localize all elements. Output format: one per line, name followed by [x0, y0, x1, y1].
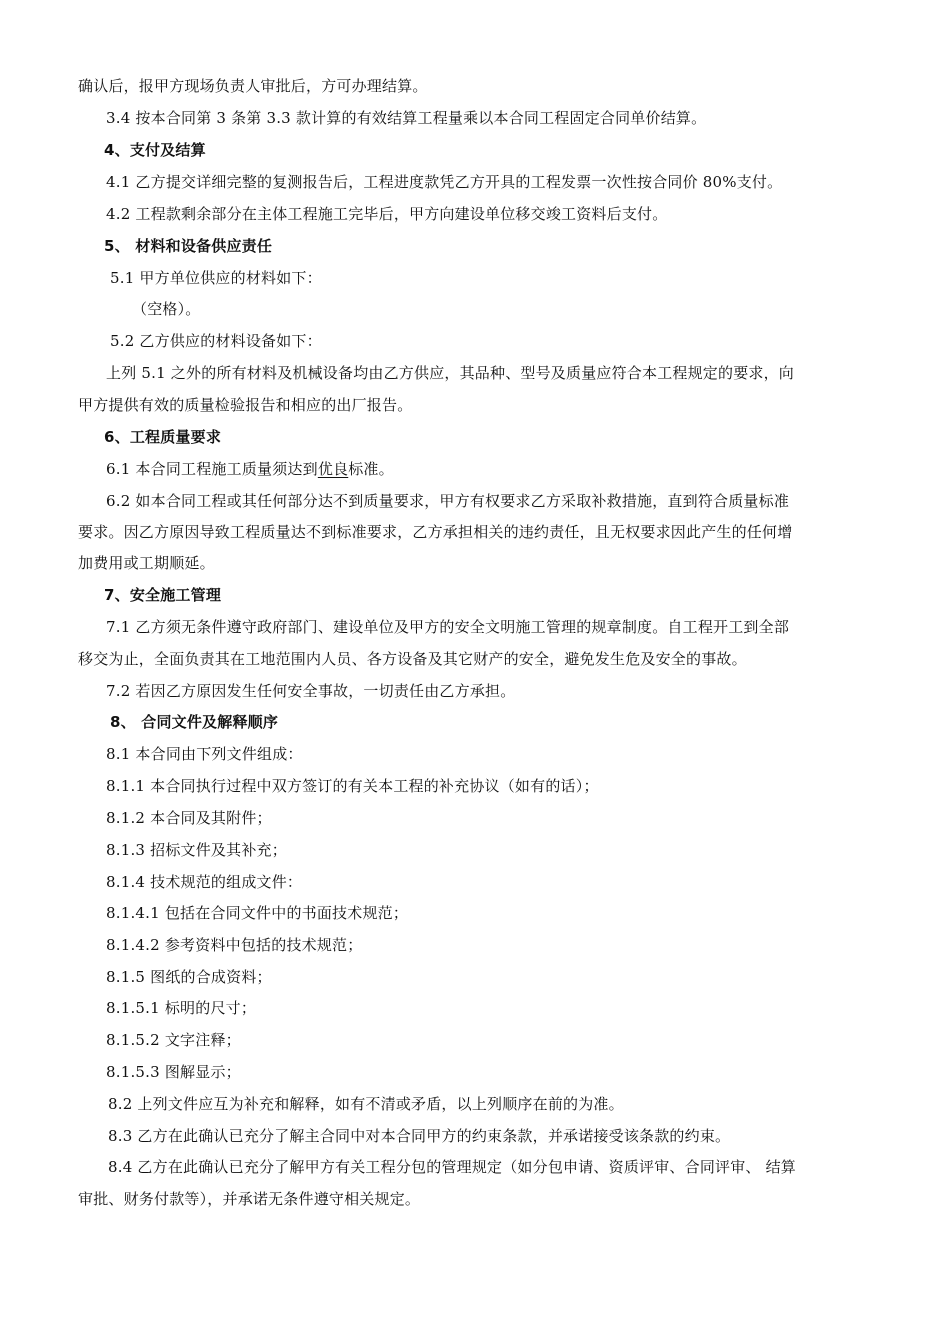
- clause-8-2: 8.2 上列文件应互为补充和解释，如有不清或矛盾，以上列顺序在前的为准。: [108, 1095, 624, 1113]
- paragraph-line: 确认后，报甲方现场负责人审批后，方可办理结算。: [78, 77, 428, 95]
- clause-6-1-tail: 标准。: [348, 460, 394, 478]
- paragraph-line: 上列 5.1 之外的所有材料及机械设备均由乙方供应，其品种、型号及质量应符合本工程规定的要求，向: [106, 364, 794, 382]
- clause-8-1-4: 8.1.4 技术规范的组成文件：: [106, 873, 303, 891]
- clause-6-1: [106, 459, 394, 479]
- clause-6-1-text: 6.1 本合同工程施工质量须达到: [106, 460, 318, 478]
- section-heading-6: 6、工程质量要求: [104, 428, 222, 446]
- clause-5-2: 5.2 乙方供应的材料设备如下：: [110, 332, 322, 350]
- clause-8-1-5-3: 8.1.5.3 图解显示；: [106, 1063, 241, 1081]
- section-heading-7: 7、安全施工管理: [104, 586, 222, 604]
- clause-7-1: 7.1 乙方须无条件遵守政府部门、建设单位及甲方的安全文明施工管理的规章制度。自工程开工到全部: [106, 618, 790, 636]
- quality-grade-underlined: 优良: [317, 460, 349, 478]
- clause-8-1-4-1: 8.1.4.1 包括在合同文件中的书面技术规范；: [106, 904, 409, 922]
- clause-8-4: 8.4 乙方在此确认已充分了解甲方有关工程分包的管理规定（如分包申请、资质评审、合同评审、 结算: [108, 1158, 796, 1176]
- clause-8-3: 8.3 乙方在此确认已充分了解主合同中对本合同甲方的约束条款，并承诺接受该条款的约束。: [108, 1127, 731, 1145]
- clause-8-1: 8.1 本合同由下列文件组成：: [106, 745, 303, 763]
- clause-8-1-5: 8.1.5 图纸的合成资料；: [106, 968, 272, 986]
- clause-4-1: 4.1 乙方提交详细完整的复测报告后，工程进度款凭乙方开具的工程发票一次性按合同价 80%支付。: [106, 173, 783, 191]
- clause-8-1-4-2: 8.1.4.2 参考资料中包括的技术规范；: [106, 936, 363, 954]
- section-heading-8: 8、 合同文件及解释顺序: [110, 713, 279, 731]
- clause-6-2: 6.2 如本合同工程或其任何部分达不到质量要求，甲方有权要求乙方采取补救措施，直到符合质量标准: [106, 492, 790, 510]
- clause-8-1-3: 8.1.3 招标文件及其补充；: [106, 841, 287, 859]
- clause-3-4: 3.4 按本合同第 3 条第 3.3 款计算的有效结算工程量乘以本合同工程固定合同单价结算。: [106, 109, 707, 127]
- section-heading-5: 5、 材料和设备供应责任: [104, 237, 273, 255]
- clause-8-1-5-2: 8.1.5.2 文字注释；: [106, 1031, 241, 1049]
- clause-5-1: 5.1 甲方单位供应的材料如下：: [110, 269, 322, 287]
- paragraph-line: 甲方提供有效的质量检验报告和相应的出厂报告。: [78, 396, 413, 414]
- paragraph-line: 加费用或工期顺延。: [78, 554, 215, 572]
- clause-8-1-5-1: 8.1.5.1 标明的尺寸；: [106, 999, 257, 1017]
- clause-8-1-2: 8.1.2 本合同及其附件；: [106, 809, 272, 827]
- paragraph-line: 审批、财务付款等），并承诺无条件遵守相关规定。: [78, 1190, 421, 1208]
- paragraph-line: 要求。因乙方原因导致工程质量达不到标准要求，乙方承担相关的违约责任，且无权要求因此产生的任何增: [78, 523, 793, 541]
- section-heading-4: 4、支付及结算: [104, 141, 206, 159]
- clause-7-2: 7.2 若因乙方原因发生任何安全事故，一切责任由乙方承担。: [106, 682, 516, 700]
- clause-4-2: 4.2 工程款剩余部分在主体工程施工完毕后，甲方向建设单位移交竣工资料后支付。: [106, 205, 668, 223]
- clause-8-1-1: 8.1.1 本合同执行过程中双方签订的有关本工程的补充协议（如有的话）；: [106, 777, 599, 795]
- paragraph-line: 移交为止，全面负责其在工地范围内人员、各方设备及其它财产的安全，避免发生危及安全的事故。: [78, 650, 747, 668]
- blank-placeholder: （空格）。: [132, 300, 201, 318]
